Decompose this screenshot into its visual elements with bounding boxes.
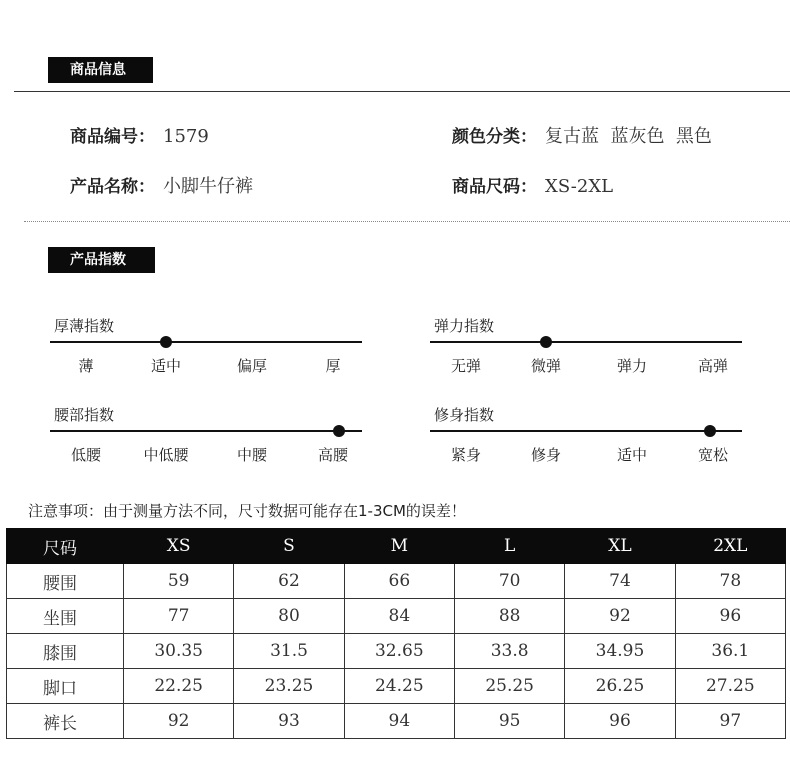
table-row	[7, 564, 786, 599]
index-track	[430, 430, 742, 432]
measurement-value: 70	[454, 564, 564, 599]
section-divider	[14, 91, 790, 92]
measurement-name: 脚口	[7, 669, 124, 704]
measurement-name: 裤长	[7, 704, 124, 739]
index-marker	[160, 336, 172, 348]
info-label-size: 商品尺码：	[452, 177, 537, 197]
info-label-code: 商品编号：	[70, 127, 155, 147]
info-label-name: 产品名称：	[70, 177, 155, 197]
size-header-label: 尺码	[7, 529, 124, 564]
index-option-label: 弹力	[616, 357, 648, 375]
measurement-value: 59	[124, 564, 234, 599]
index-marker	[540, 336, 552, 348]
measurement-value: 77	[124, 599, 234, 634]
measurement-value: 30.35	[124, 634, 234, 669]
index-option-label: 中腰	[236, 446, 268, 464]
index-option-label: 高腰	[317, 446, 349, 464]
table-row	[7, 599, 786, 634]
measurement-value: 24.25	[344, 669, 454, 704]
index-title: 修身指数	[434, 406, 495, 424]
size-header-cell: 2XL	[675, 529, 785, 564]
info-color	[452, 122, 712, 148]
size-header-cell: XS	[124, 529, 234, 564]
index-option-label: 高弹	[697, 357, 729, 375]
size-chart-table	[6, 528, 786, 739]
size-header-cell: XL	[565, 529, 675, 564]
index-title: 厚薄指数	[54, 317, 115, 335]
measurement-value: 36.1	[675, 634, 785, 669]
measurement-value: 95	[454, 704, 564, 739]
measurement-value: 33.8	[454, 634, 564, 669]
index-option-label: 薄	[78, 357, 94, 375]
info-value-code: 1579	[163, 126, 209, 147]
index-option-label: 适中	[616, 446, 648, 464]
measurement-value: 25.25	[454, 669, 564, 704]
section-badge-product-info: 商品信息	[48, 57, 153, 83]
measurement-value: 27.25	[675, 669, 785, 704]
measurement-name: 膝围	[7, 634, 124, 669]
size-header-cell: M	[344, 529, 454, 564]
info-value-size: XS-2XL	[545, 176, 614, 197]
measurement-value: 80	[234, 599, 344, 634]
dotted-divider	[24, 221, 790, 222]
measurement-value: 34.95	[565, 634, 675, 669]
table-row	[7, 669, 786, 704]
table-row	[7, 634, 786, 669]
index-marker	[704, 425, 716, 437]
measurement-note: 注意事项：由于测量方法不同，尺寸数据可能存在1-3CM的误差！	[28, 502, 466, 520]
measurement-value: 26.25	[565, 669, 675, 704]
measurement-value: 66	[344, 564, 454, 599]
index-option-label: 中低腰	[143, 446, 189, 464]
index-track	[430, 341, 742, 343]
measurement-value: 22.25	[124, 669, 234, 704]
size-header-cell: S	[234, 529, 344, 564]
index-option-label: 低腰	[70, 446, 102, 464]
measurement-value: 62	[234, 564, 344, 599]
measurement-value: 96	[565, 704, 675, 739]
index-option-label: 紧身	[450, 446, 482, 464]
info-label-color: 颜色分类：	[452, 127, 537, 147]
measurement-value: 94	[344, 704, 454, 739]
index-option-label: 适中	[150, 357, 182, 375]
size-chart-header-row	[7, 529, 786, 564]
index-track	[50, 341, 362, 343]
measurement-value: 93	[234, 704, 344, 739]
measurement-value: 88	[454, 599, 564, 634]
measurement-value: 23.25	[234, 669, 344, 704]
index-option-label: 修身	[530, 446, 562, 464]
info-product-name	[70, 172, 253, 198]
measurement-value: 74	[565, 564, 675, 599]
info-product-code	[70, 122, 209, 147]
index-option-label: 厚	[325, 357, 341, 375]
table-row	[7, 704, 786, 739]
measurement-name: 腰围	[7, 564, 124, 599]
measurement-value: 92	[124, 704, 234, 739]
measurement-value: 31.5	[234, 634, 344, 669]
measurement-value: 92	[565, 599, 675, 634]
info-size	[452, 172, 613, 197]
section-badge-product-index: 产品指数	[48, 247, 155, 273]
size-header-cell: L	[454, 529, 564, 564]
info-value-name: 小脚牛仔裤	[163, 176, 253, 197]
index-title: 弹力指数	[434, 317, 495, 335]
measurement-value: 78	[675, 564, 785, 599]
index-option-label: 微弹	[530, 357, 562, 375]
index-option-label: 偏厚	[236, 357, 268, 375]
index-option-label: 宽松	[697, 446, 729, 464]
index-title: 腰部指数	[54, 406, 115, 424]
index-option-label: 无弹	[450, 357, 482, 375]
measurement-value: 96	[675, 599, 785, 634]
measurement-value: 97	[675, 704, 785, 739]
info-value-color: 复古蓝 蓝灰色 黑色	[545, 126, 712, 147]
measurement-value: 84	[344, 599, 454, 634]
measurement-value: 32.65	[344, 634, 454, 669]
index-marker	[333, 425, 345, 437]
index-track	[50, 430, 362, 432]
measurement-name: 坐围	[7, 599, 124, 634]
